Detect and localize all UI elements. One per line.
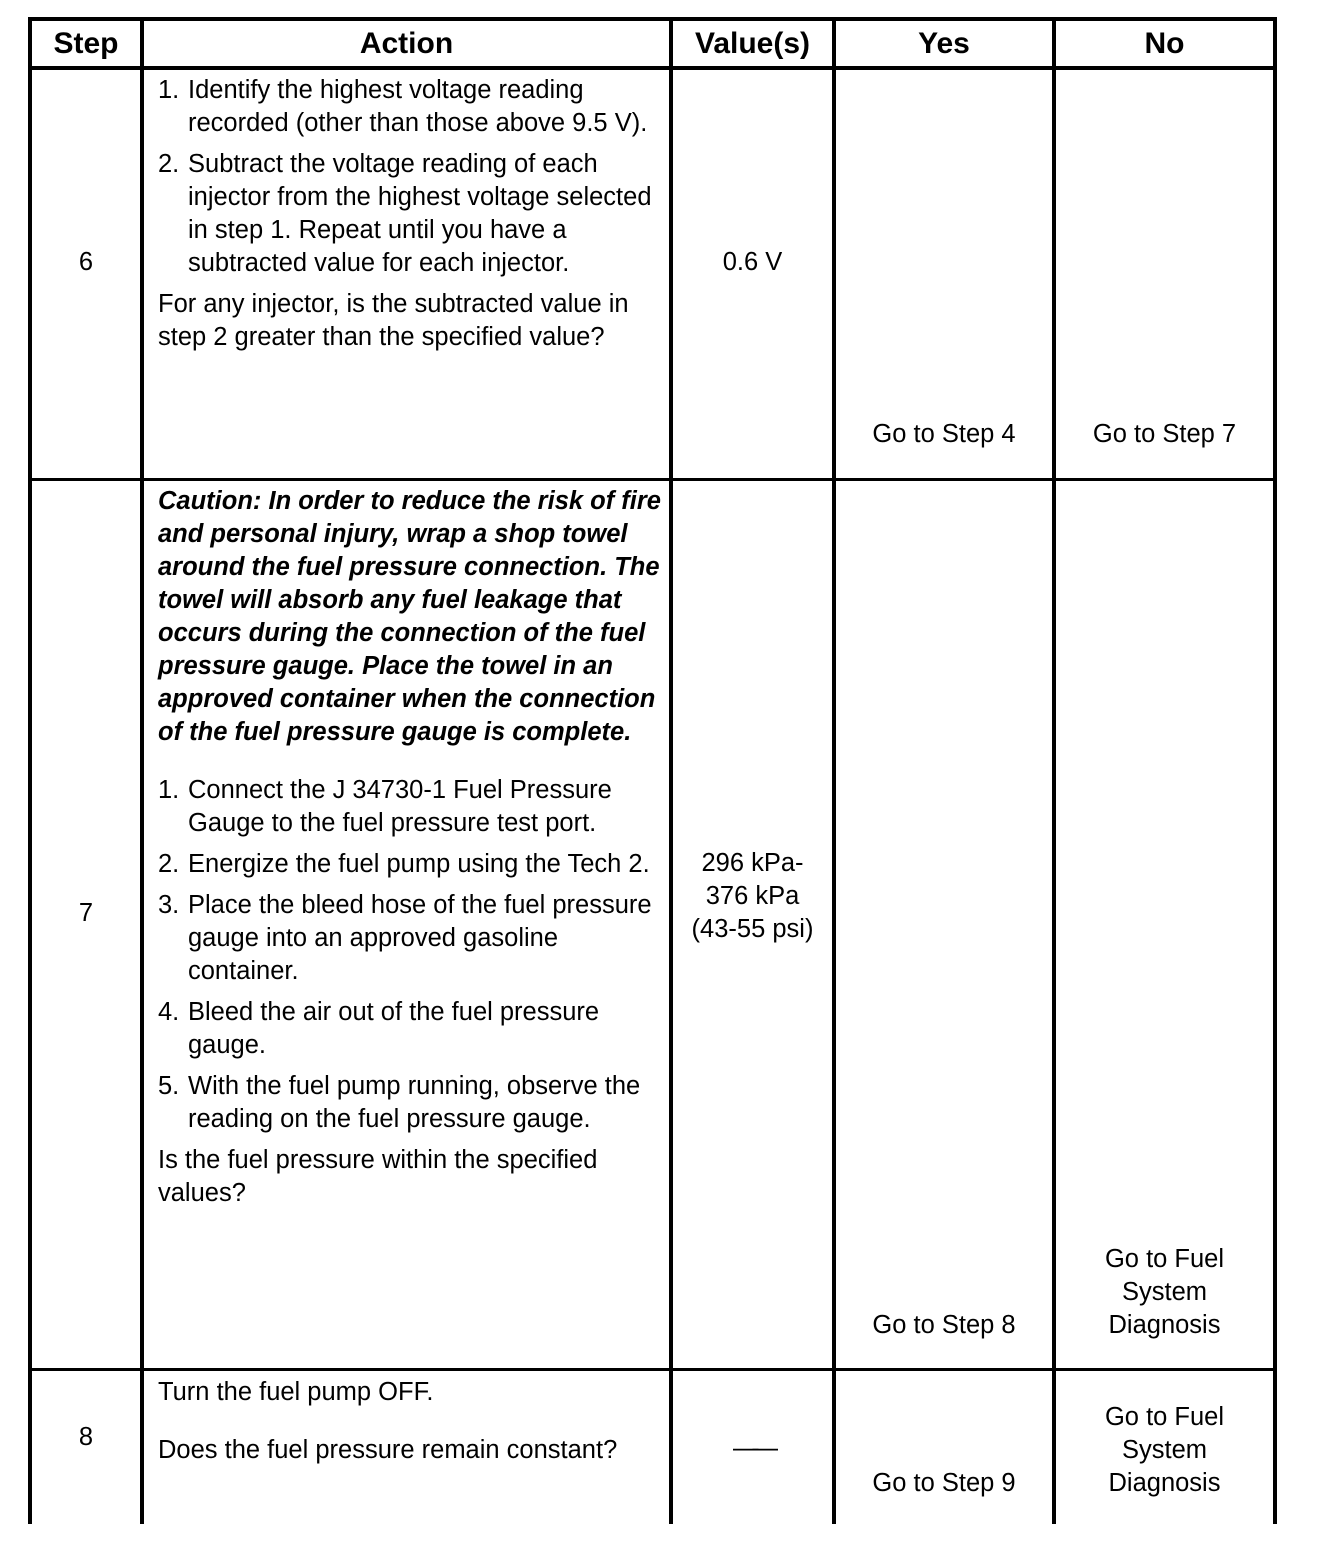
caution-text: Caution: In order to reduce the risk of fire and personal injury, wrap a shop towel around the fuel pressure connection. The towel will absorb any fuel leakage that occurs during the connection of the fuel pressure gauge. Place the towel in an approved container when the connection of the fuel pressure gauge is complete. — [158, 487, 661, 746]
action-cell — [158, 1376, 663, 1467]
instruction-list — [158, 74, 663, 280]
instruction-list — [158, 774, 663, 1136]
column-divider — [28, 17, 32, 1524]
header-action: Action — [359, 26, 454, 60]
instruction-text: Turn the fuel pump OFF. — [158, 1378, 434, 1406]
action-cell — [158, 74, 663, 354]
list-item: 3. Place the bleed hose of the fuel pressure gauge into an approved gasoline container. — [158, 891, 652, 985]
yes-cell: Go to Step 8 — [872, 1311, 1016, 1339]
header-yes: Yes — [918, 26, 970, 60]
list-item: 1. Identify the highest voltage reading recorded (other than those above 9.5 V). — [158, 76, 648, 137]
column-divider — [1052, 17, 1056, 1524]
list-item: 2. Energize the fuel pump using the Tech 2. — [158, 850, 650, 878]
action-cell — [158, 485, 663, 1210]
value-cell: —— — [733, 1434, 772, 1462]
row-divider — [28, 1368, 1277, 1371]
row-divider — [28, 478, 1277, 481]
header-step: Step — [53, 26, 119, 60]
list-item: 4. Bleed the air out of the fuel pressure gauge. — [158, 998, 600, 1059]
step-number: 8 — [78, 1423, 94, 1451]
list-item: 1. Connect the J 34730-1 Fuel Pressure Gauge to the fuel pressure test port. — [158, 776, 612, 837]
value-cell: 0.6 V — [722, 248, 783, 276]
question-text: Does the fuel pressure remain constant? — [158, 1436, 618, 1464]
list-item: 2. Subtract the voltage reading of each injector from the highest voltage selected in step 1. Repeat until you have a subtracted value for each injector. — [158, 150, 652, 277]
question-text: Is the fuel pressure within the specified values? — [158, 1146, 598, 1207]
no-cell: Go to Fuel System Diagnosis — [1104, 1403, 1225, 1497]
column-divider — [832, 17, 836, 1524]
header-divider — [28, 66, 1277, 70]
column-divider — [140, 17, 144, 1524]
value-cell: 296 kPa-376 kPa (43-55 psi) — [691, 849, 814, 943]
no-cell: Go to Step 7 — [1092, 420, 1237, 448]
no-cell: Go to Fuel System Diagnosis — [1104, 1245, 1225, 1339]
step-number: 6 — [78, 248, 94, 276]
list-item: 5. With the fuel pump running, observe the reading on the fuel pressure gauge. — [158, 1072, 641, 1133]
question-text: For any injector, is the subtracted value in step 2 greater than the specified value? — [158, 290, 629, 351]
header-values: Value(s) — [694, 26, 811, 60]
step-number: 7 — [78, 899, 94, 927]
header-no: No — [1144, 26, 1185, 60]
yes-cell: Go to Step 4 — [872, 420, 1016, 448]
yes-cell: Go to Step 9 — [872, 1469, 1016, 1497]
column-divider — [1273, 17, 1277, 1524]
column-divider — [669, 17, 673, 1524]
